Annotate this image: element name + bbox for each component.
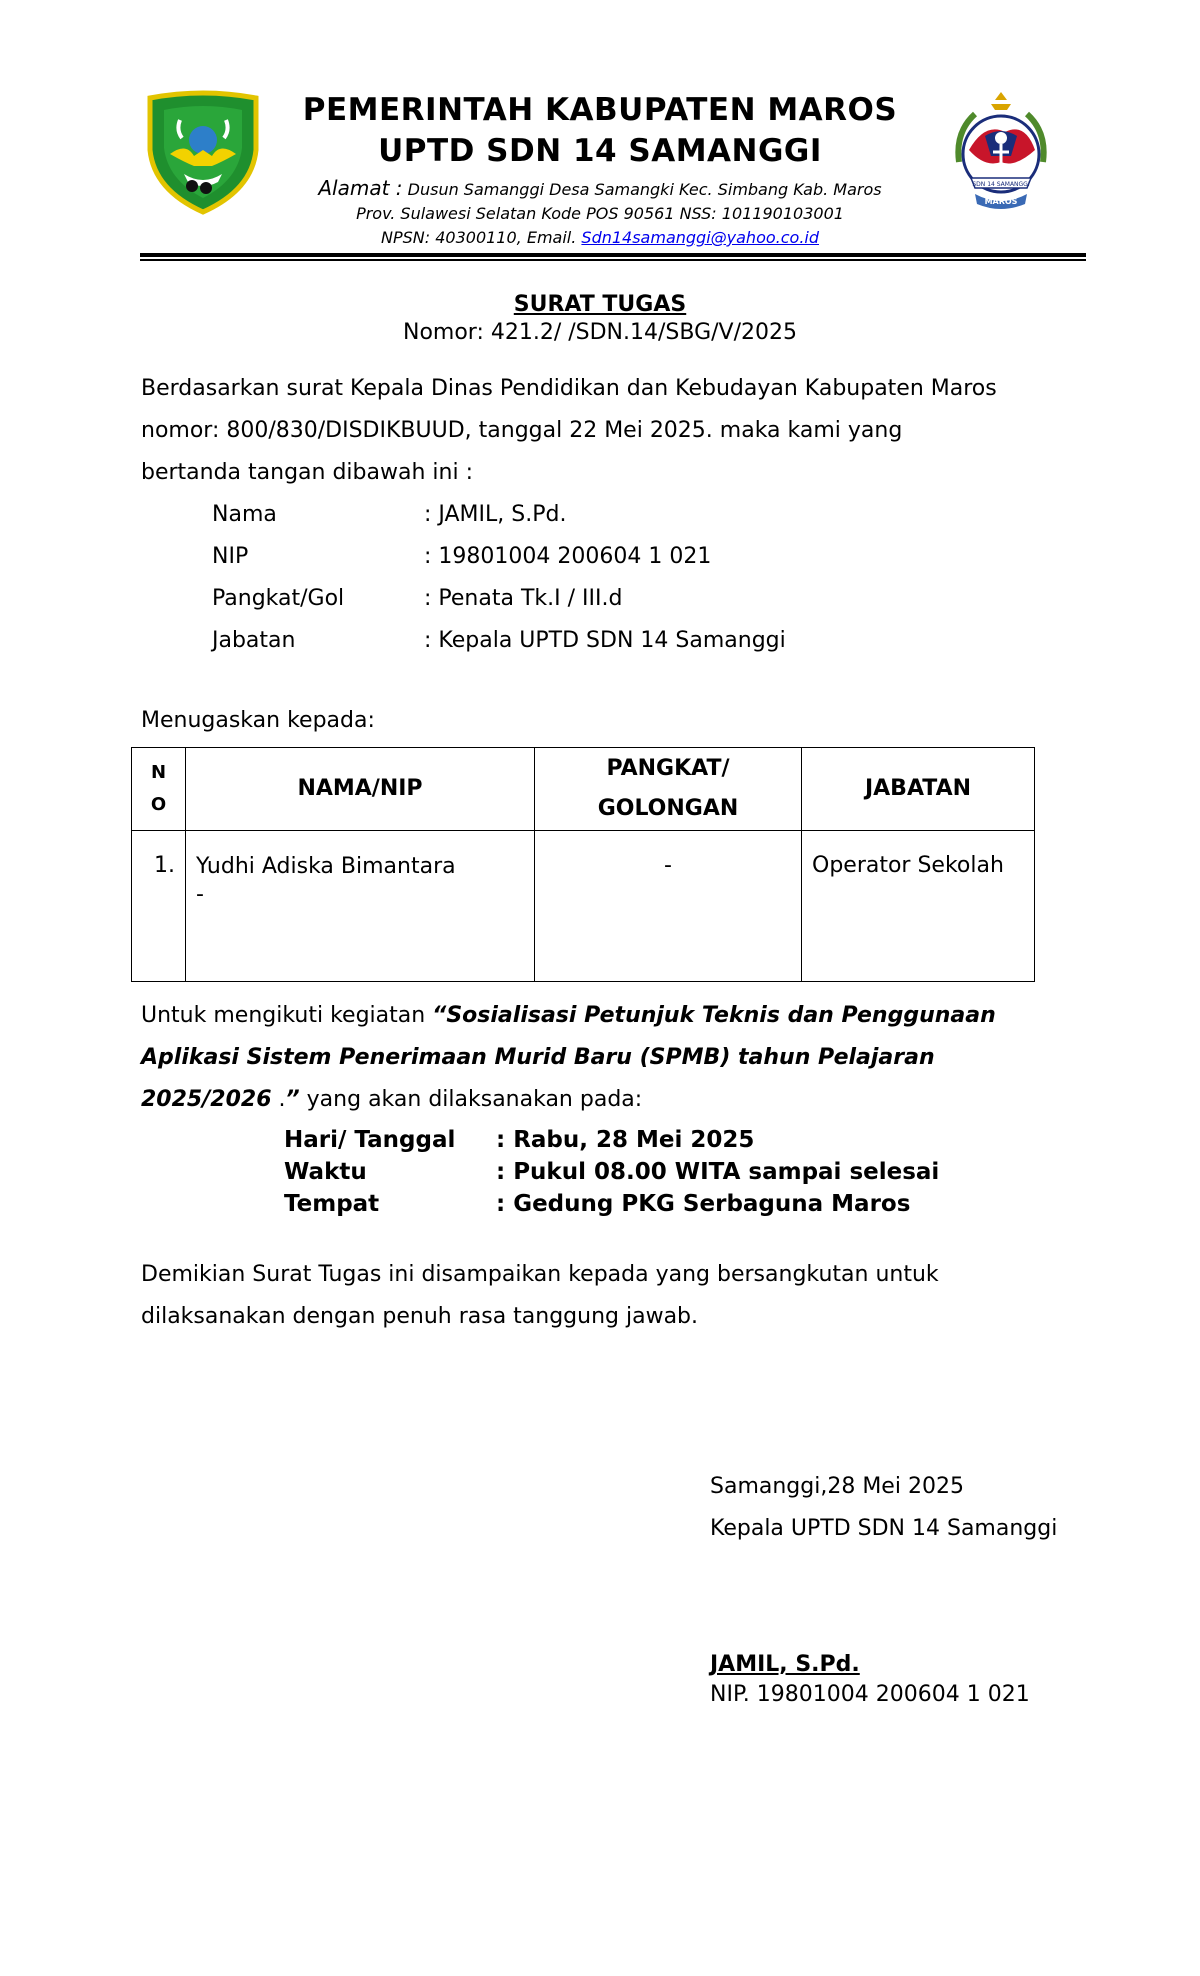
signer-label-rank: Pangkat/Gol bbox=[212, 586, 345, 611]
document-title: SURAT TUGAS bbox=[513, 292, 687, 317]
header-divider-thin bbox=[140, 259, 1086, 261]
schedule-label-time: Waktu bbox=[284, 1159, 367, 1185]
signer-value-position: : Kepala UPTD SDN 14 Samanggi bbox=[424, 628, 786, 653]
address-text: Dusun Samanggi Desa Samangki Kec. Simbang Kab. Maros bbox=[407, 180, 882, 199]
npsn-text: NPSN: 40300110, Email. bbox=[381, 228, 577, 247]
closing-line: dilaksanakan dengan penuh rasa tanggung jawab. bbox=[141, 1304, 699, 1329]
header-divider-thick bbox=[140, 253, 1086, 257]
school-title: UPTD SDN 14 SAMANGGI bbox=[378, 133, 822, 169]
government-title: PEMERINTAH KABUPATEN MAROS bbox=[302, 92, 898, 128]
signature-place-date: Samanggi,28 Mei 2025 bbox=[710, 1474, 964, 1499]
cell-rank: - bbox=[535, 831, 802, 982]
intro-line: bertanda tangan dibawah ini : bbox=[141, 460, 473, 485]
cell-position: Operator Sekolah bbox=[802, 831, 1035, 982]
intro-paragraph bbox=[141, 368, 1086, 494]
email-link[interactable]: Sdn14samanggi@yahoo.co.id bbox=[581, 228, 819, 247]
signer-label-name: Nama bbox=[212, 502, 277, 527]
signer-label-nip: NIP bbox=[212, 544, 249, 569]
purpose-line: 2025/2026 .” yang akan dilaksanakan pada: bbox=[141, 1087, 643, 1112]
table-header-row bbox=[132, 748, 1035, 831]
header-name: NAMA/NIP bbox=[186, 748, 535, 831]
schedule-label-date: Hari/ Tanggal bbox=[284, 1127, 456, 1153]
intro-line: Berdasarkan surat Kepala Dinas Pendidikan dan Kebudayan Kabupaten Maros bbox=[141, 376, 997, 401]
assignee-nip: - bbox=[196, 882, 204, 907]
schedule-value-time: : Pukul 08.00 WITA sampai selesai bbox=[496, 1159, 940, 1185]
purpose-paragraph bbox=[141, 995, 1086, 1121]
assignee-name: Yudhi Adiska Bimantara bbox=[196, 854, 456, 879]
address-line-2: Prov. Sulawesi Selatan Kode POS 90561 NSS: 101190103001 bbox=[356, 204, 844, 223]
assign-heading: Menugaskan kepada: bbox=[141, 708, 375, 733]
school-emblem bbox=[945, 92, 1057, 214]
intro-line: nomor: 800/830/DISDIKBUUD, tanggal 22 Mei 2025. maka kami yang bbox=[141, 418, 903, 443]
assignee-table bbox=[131, 747, 1035, 982]
schedule-label-place: Tempat bbox=[284, 1191, 380, 1217]
document-number: Nomor: 421.2/ /SDN.14/SBG/V/2025 bbox=[402, 320, 797, 345]
address-line-1 bbox=[240, 176, 960, 202]
address-line-3 bbox=[240, 227, 960, 249]
schedule-value-place: : Gedung PKG Serbaguna Maros bbox=[496, 1191, 911, 1217]
header-rank: PANGKAT/ GOLONGAN bbox=[535, 748, 802, 831]
signature-name: JAMIL, S.Pd. bbox=[710, 1652, 860, 1677]
cell-no: 1. bbox=[132, 831, 186, 982]
header-position: JABATAN bbox=[802, 748, 1035, 831]
header-no: N O bbox=[132, 748, 186, 831]
emblem-school-text: SDN 14 SAMANGGI bbox=[972, 181, 1030, 188]
table-row bbox=[132, 831, 1035, 982]
purpose-line: Aplikasi Sistem Penerimaan Murid Baru (SPMB) tahun Pelajaran bbox=[141, 1045, 935, 1070]
cell-name-nip bbox=[186, 831, 535, 982]
emblem-maros-text: MAROS bbox=[984, 197, 1018, 206]
signature-position: Kepala UPTD SDN 14 Samanggi bbox=[710, 1516, 1058, 1541]
signer-value-nip: : 19801004 200604 1 021 bbox=[424, 544, 712, 569]
closing-paragraph bbox=[141, 1254, 1086, 1338]
closing-line: Demikian Surat Tugas ini disampaikan kepada yang bersangkutan untuk bbox=[141, 1262, 939, 1287]
schedule-value-date: : Rabu, 28 Mei 2025 bbox=[496, 1127, 755, 1153]
purpose-line: Untuk mengikuti kegiatan “Sosialisasi Petunjuk Teknis dan Penggunaan bbox=[141, 1003, 996, 1028]
signature-nip: NIP. 19801004 200604 1 021 bbox=[710, 1682, 1030, 1707]
signer-value-rank: : Penata Tk.I / III.d bbox=[424, 586, 623, 611]
signer-label-position: Jabatan bbox=[212, 628, 296, 653]
address-label: Alamat : bbox=[318, 176, 403, 200]
signer-value-name: : JAMIL, S.Pd. bbox=[424, 502, 567, 527]
